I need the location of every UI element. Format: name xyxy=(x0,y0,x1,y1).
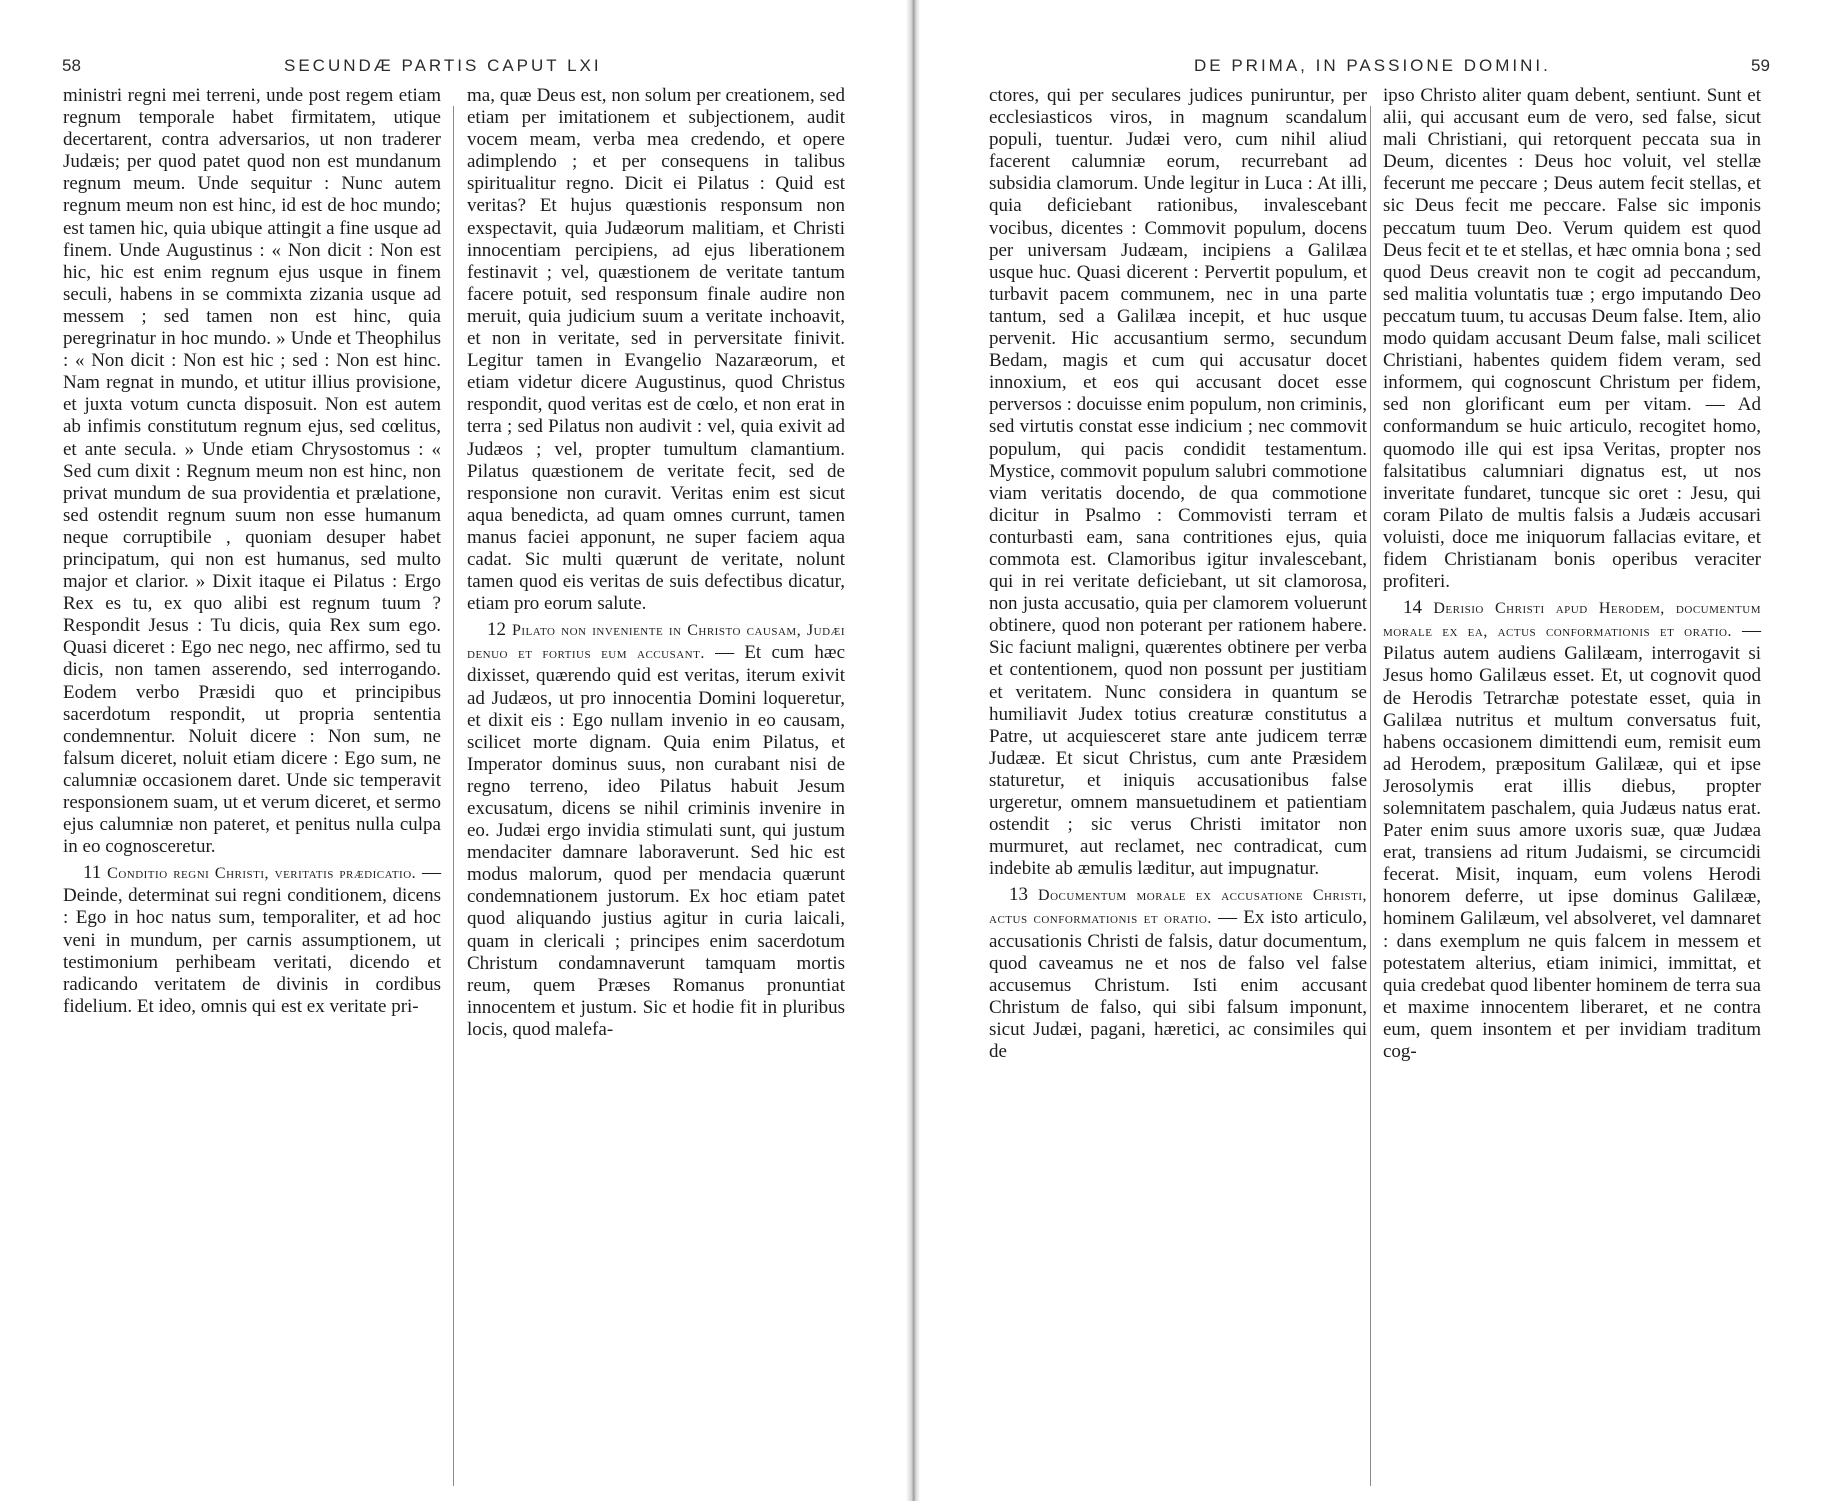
paragraph: ctores, qui per seculares judices puniruntur, per ecclesiasticos viros, in magnum scandalum populi, tuentur. Judæi vero, cum nihil aliud facerent calumniæ eorum, recurrebant ad subsidia clamorum. Unde legitur in Luca : At illi, quia deficiebant rationibus, invalescebant vocibus, dicentes : Commovit populum, docens per universam Judæam, incipiens a Galilæa usque huc. Quasi dicerent : Pervertit populum, et turbavit pacem communem, nec in una parte tantum, sed a Galilæa incepit, et huc usque pervenit. Hic accusantium sermo, secundum Bedam, magis et cum qui accusatur docet innoxium, et eos qui accusant docet esse perversos : docuisse enim populum, non criminis, sed virtutis constat esse indicium ; nec commovit populum, qui pacis condidit testamentum. Mystice, commovit populum salubri commotione viam veritatis docendo, de qua commotione dicitur in Psalmo : Commovisti terram et conturbasti eam, sana contritiones ejus, quia commota est. Clamoribus igitur invalescebant, qui in rei veritate deficiebant, ut sit clamorosa, non justa accusatio, quia per clamorem voluerunt obtinere, quod non poterant per rationem habere. Sic faciunt maligni, quærentes obtinere per verba et contentionem, quod non possunt per justitiam et veritatem. Nunc considera in quantum se humiliavit Judex totius creaturæ constitutus a Patre, ut acquiesceret stare ante judicem terræ Judææ. Et sicut Christus, cum ante Præsidem staturetur, et iniquis accusationibus false urgeretur, omnem mansuetudinem et patientiam ostendit ; sic verus Christi imitator non murmuret, aut reclamet, nec contradicat, cum indebite ab æmulis læditur, aut impugnatur. xyxy=(989,85,1367,880)
section-number: 12 xyxy=(487,619,506,641)
section-12 xyxy=(467,619,845,1041)
page-number: 58 xyxy=(62,56,81,75)
text-column-right xyxy=(1383,85,1761,1063)
section-number: 13 xyxy=(1009,884,1028,906)
section-heading: Pilato non inveniente in Christo causam, Judæi denuo et fortius eum accusant. xyxy=(467,622,845,663)
running-head: DE PRIMA, IN PASSIONE DOMINI. xyxy=(1194,56,1551,75)
section-heading: Derisio Christi apud Herodem, documentum morale ex ea, actus conformationis et oratio. xyxy=(1383,600,1761,641)
section-text: — Et cum hæc dixisset, quærendo quid est veritas, iterum exivit ad Judæos, ut pro innocentia Domini loqueretur, et dixit eis : Ego nullam invenio in eo causam, scilicet morte dignam. Quia enim Pilatus, et Imperator dominus suus, non curabant nisi de regno terreno, ideo Pilatus habuit Jesum excusatum, dicens se nihil criminis invenire in eo. Judæi ergo invidia stimulati sunt, qui justum mendaciter damnare laboraverunt. Sed hic est modus malorum, quod per mendacia quærunt condemnationem justorum. Ex hoc etiam patet quod aliquando justius agitur in curia laicali, quam in clericali ; principes enim sacerdotum Christum condamnaverunt tamquam mortis reum, quem Præses Romanus pronuntiat innocentem et justum. Sic et hodie fit in pluribus locis, quod malefa- xyxy=(467,642,846,1040)
section-14 xyxy=(1383,597,1761,1063)
text-column-left xyxy=(989,85,1367,1063)
text-column-left xyxy=(63,85,441,1018)
paragraph: ma, quæ Deus est, non solum per creationem, sed etiam per imitationem et subjectionem, audit vocem meam, verba mea credendo, et opere adimplendo ; et per consequens in talibus spiritualitur regno. Dicit ei Pilatus : Quid est veritas? Et hujus quæstionis responsum non exspectavit, quia Judæorum malitiam, et Christi innocentiam percipiens, ad ejus liberationem festinavit ; vel, quæstionem de veritate tantum facere potuit, sed responsum finale audire non meruit, quia judicium suum a veritate inchoavit, et non in veritate, sed in perversitate finivit. Legitur tamen in Evangelio Nazaræorum, et etiam videtur dicere Augustinus, quod Christus respondit, quod veritas est de cœlo, et non erat in terra ; sed Pilatus non audivit : vel, quia exivit ad Judæos ; vel, propter tumultum clamantium. Pilatus quæstionem de veritate fecit, sed de responsione non curavit. Veritas enim est sicut aqua benedicta, ad quam omnes currunt, tamen manus faciei apponunt, ne super faciem aqua cadat. Sic multi quærunt de veritate, nolunt tamen quod eis veritas de suis defectibus dicatur, etiam pro eorum salute. xyxy=(467,85,845,615)
section-text: — Pilatus autem audiens Galilæam, interrogavit si Jesus homo Galilæus esset. Et, ut cognovit quod de Herodis Tetrarchæ potestate esset, quia in Galilæa nutritus et multum conversatus fuit, habens occasionem dimittendi eum, remisit eum ad Herodem, præpositum Galilææ, qui et ipse Jerosolymis erat illis diebus, propter solemnitatem paschalem, quia Judæus natus erat. Pater enim suus amore uxoris suæ, quæ Judæa erat, transiens ad ritum Judaismi, se circumcidi fecerat. Misit, inquam, eum volens Herodi honorem deferre, ut ipse dominus Galilææ, hominem Galilæum, vel absolveret, vel damnaret : dans exemplum ne quis falcem in messem et potestatem alterius, etiam inimici, immittat, et quia credebat quod libenter hominem de terra sua et maxime innocentem liberaret, et ne contra eum, quem insontem et per invidiam traditum cog- xyxy=(1383,620,1761,1063)
section-text: — Deinde, determinat sui regni conditionem, dicens : Ego in hoc natus sum, temporaliter, et ad hoc veni in mundum, per carnis assumptionem, ut testimonium perhibeam veritati, dicendo et radicando veritatem de divinis in cordibus fidelium. Et ideo, omnis qui est ex veritate pri- xyxy=(63,862,442,1017)
section-heading: Conditio regni Christi, veritatis prædicatio. xyxy=(107,865,417,883)
text-column-right xyxy=(467,85,845,1041)
paragraph: ministri regni mei terreni, unde post regem etiam regnum temporale habet firmitatem, utique decertarent, contra adversarios, ut non traderer Judæis; per quod patet quod non est mundanum regnum meum. Unde sequitur : Nunc autem regnum meum non est hinc, id est de hoc mundo; est tamen hic, quia ubique attingit a fine usque ad finem. Unde Augustinus : « Non dicit : Non est hic, hic est enim regnum ejus usque in finem seculi, habens in se commixta zizania usque ad messem ; sed tamen non est hinc, quia peregrinatur in hoc mundo. » Unde et Theophilus : « Non dicit : Non est hic ; sed : Non est hinc. Nam regnat in mundo, et utitur illius provisione, et juxta votum cuncta disposuit. Non est autem ab infimis constitutum regnum ejus, sed cœlitus, et ante secula. » Unde etiam Chrysostomus : « Sed cum dixit : Regnum meum non est hinc, non privat mundum de sua providentia et prælatione, sed ostendit regnum suum non esse humanum neque corruptibile , quoniam desuper habet principatum, qui non est humanus, sed multo major et clarior. » Dixit itaque ei Pilatus : Ergo Rex es tu, ex quo alibi est regnum tuum ? Respondit Jesus : Tu dicis, quia Rex sum ego. Quasi diceret : Ego nec nego, nec affirmo, sed tu dicis, non tamen asserendo, sed interrogando. Eodem verbo Præsidi quo et principibus sacerdotum respondit, ut propria sententia condemnentur. Noluit dicere : Non sum, ne falsum diceret, noluit etiam dicere : Ego sum, ne calumniæ occasionem daret. Unde sic temperavit responsionem suam, ut et verum diceret, et sermo ejus calumniæ non pateret, et penitus nulla culpa in eo cognosceretur. xyxy=(63,85,441,858)
section-text: — Ex isto articulo, accusationis Christi de falsis, datur documentum, quod caveamus ne et nos de falso vel false accusemus Christum. Isti enim accusant Christum de falso, qui sibi falsum imponunt, sicut Judæi, pagani, hæretici, ac consimiles qui de xyxy=(989,907,1367,1063)
page-number: 59 xyxy=(1751,56,1770,75)
paragraph: ipso Christo aliter quam debent, sentiunt. Sunt et alii, qui accusant eum de vero, sed false, sicut mali Christiani, qui retorquent peccata sua in Deum, dicentes : Deus hoc voluit, vel stellæ fecerunt me peccare ; Deus autem fecit stellas, et sic Deus fecit me peccare. False sic imponis peccatum tuum Deo. Verum quidem est quod Deus fecit et te et stellas, et hæc omnia bona ; sed quod Deus creavit non te cogit ad peccandum, sed malitia voluntatis tuæ ; ergo imputando Deo peccatum tuum, tu accusas Deum false. Item, alio modo quidam accusant Deum false, mali scilicet Christiani, habentes quidem fidem veram, sed informem, qui cognoscunt Christum per fidem, sed non glorificant eum per vitam. — Ad conformandum se huic articulo, recogitet homo, quomodo ille qui est ipsa Veritas, propter nos falsitatibus calumniari dignatus est, ut nos inveritate fundaret, tuncque sic oret : Jesu, qui coram Pilato de multis falsis a Judæis accusari voluisti, doce me iniquorum fallacias evitare, et fidem Christianam bonis operibus veraciter profiteri. xyxy=(1383,85,1761,593)
section-number: 11 xyxy=(83,862,102,884)
section-heading: Documentum morale ex accusatione Christi, actus conformationis et oratio. xyxy=(989,887,1367,928)
running-head: SECUNDÆ PARTIS CAPUT LXI xyxy=(284,56,602,75)
section-number: 14 xyxy=(1403,597,1422,619)
section-13 xyxy=(989,884,1367,1063)
left-page xyxy=(0,0,912,1501)
column-divider xyxy=(1370,106,1371,1486)
section-11 xyxy=(63,862,441,1018)
right-page xyxy=(916,0,1828,1501)
column-divider xyxy=(453,106,454,1486)
